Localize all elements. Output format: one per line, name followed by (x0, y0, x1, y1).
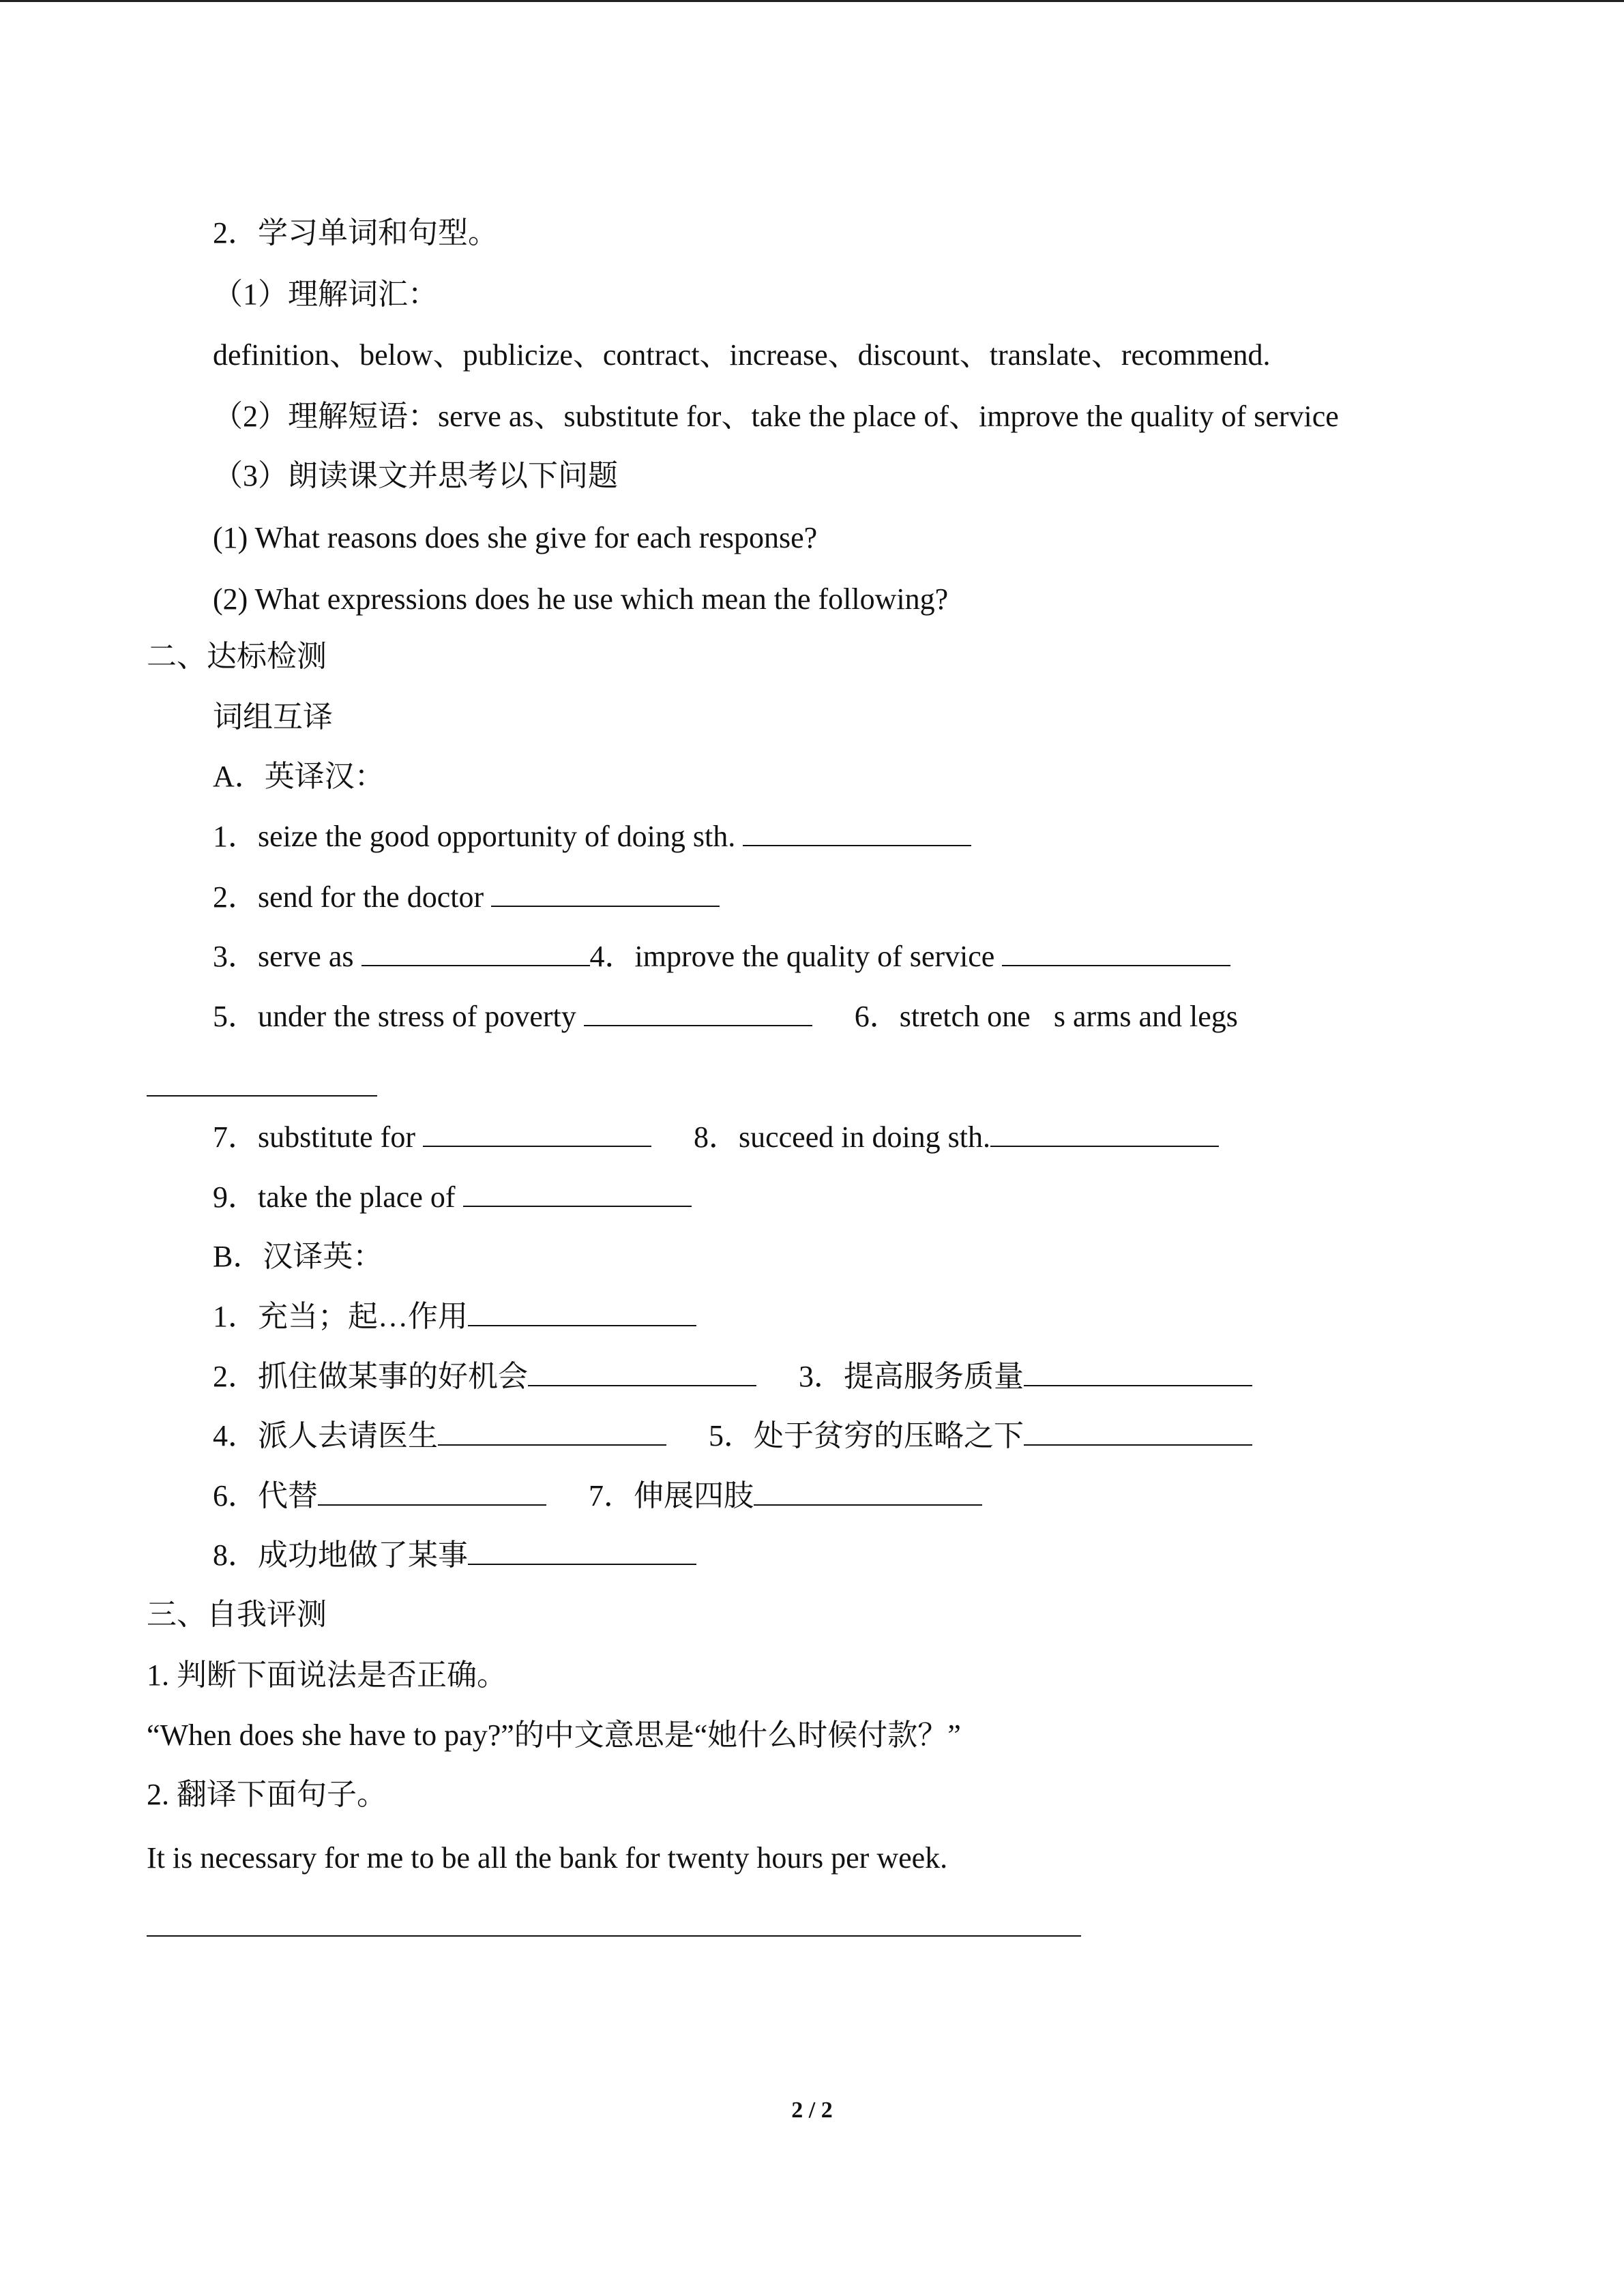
answer-blank[interactable] (438, 1417, 666, 1446)
b-item-6-text: 6．代替 (213, 1479, 318, 1512)
a-item-5-text: 5．under the stress of poverty (213, 1000, 576, 1033)
answer-line[interactable] (147, 1935, 1081, 1937)
a-item-6-text: 6．stretch one s arms and legs (854, 1000, 1238, 1033)
task-2-instruction: 2. 翻译下面句子。 (147, 1778, 387, 1811)
answer-blank[interactable] (491, 878, 720, 907)
a-item-4-text: 4．improve the quality of service (589, 940, 995, 973)
a-item-9-text: 9．take the place of (213, 1180, 456, 1214)
answer-blank[interactable] (463, 1178, 692, 1207)
answer-blank[interactable] (1024, 1417, 1252, 1446)
phrases-line: （2）理解短语：serve as、substitute for、take the place of、improve the quality of service (213, 400, 1339, 433)
b-item-8-text: 8．成功地做了某事 (213, 1538, 468, 1572)
answer-blank[interactable] (990, 1118, 1219, 1147)
a-item-2-text: 2．send for the doctor (213, 880, 484, 914)
a-item-1-text: 1．seize the good opportunity of doing sth. (213, 820, 736, 853)
b-item-6-7 (213, 1477, 982, 1515)
a-item-7-8 (213, 1118, 1219, 1157)
answer-blank[interactable] (318, 1477, 546, 1506)
a-item-2 (213, 878, 720, 916)
a-item-3-4 (213, 938, 1230, 976)
b-item-4-text: 4．派人去请医生 (213, 1419, 438, 1452)
b-item-4-5 (213, 1417, 1252, 1455)
b-item-1 (213, 1298, 696, 1336)
answer-blank[interactable] (584, 998, 812, 1026)
vocab-heading: （1）理解词汇： (213, 278, 438, 311)
question-1: (1) What reasons does she give for each response? (213, 521, 818, 554)
answer-blank[interactable] (1002, 938, 1230, 966)
a-item-7-text: 7．substitute for (213, 1120, 415, 1154)
section3-heading: 三、自我评测 (147, 1598, 327, 1631)
a-item-3-text: 3．serve as (213, 940, 354, 973)
part-b-heading: B．汉译英： (213, 1240, 383, 1273)
answer-blank[interactable] (1024, 1358, 1252, 1386)
answer-blank[interactable] (147, 1095, 377, 1097)
b-item-5-text: 5．处于贫穷的压略之下 (709, 1419, 1024, 1452)
reading-task: （3）朗读课文并思考以下问题 (213, 459, 618, 492)
a-item-5-6 (213, 998, 1238, 1036)
b-item-8 (213, 1536, 696, 1575)
b-item-3-text: 3．提高服务质量 (799, 1360, 1024, 1393)
section2-subheading: 词组互译 (213, 700, 333, 734)
a-item-1 (213, 818, 971, 856)
answer-blank[interactable] (361, 938, 590, 966)
vocab-words: definition、below、publicize、contract、increase、discount、translate、recommend. (213, 338, 1271, 372)
a-item-8-text: 8．succeed in doing sth. (693, 1120, 991, 1154)
part-a-heading: A．英译汉： (213, 760, 385, 793)
answer-blank[interactable] (754, 1477, 982, 1506)
question-2: (2) What expressions does he use which mean the following? (213, 582, 949, 616)
b-item-2-3 (213, 1358, 1252, 1396)
task-1-statement: “When does she have to pay?”的中文意思是“她什么时候付款？” (147, 1718, 961, 1752)
item2-title: 2．学习单词和句型。 (213, 216, 498, 250)
task-2-sentence: It is necessary for me to be all the bank for twenty hours per week. (147, 1841, 948, 1875)
a-item-9 (213, 1178, 692, 1217)
section2-heading: 二、达标检测 (147, 640, 327, 673)
b-item-1-text: 1．充当；起…作用 (213, 1300, 468, 1333)
answer-blank[interactable] (528, 1358, 756, 1386)
b-item-7-text: 7．伸展四肢 (589, 1479, 754, 1512)
page-number: 2 / 2 (791, 2098, 833, 2123)
task-1-instruction: 1. 判断下面说法是否正确。 (147, 1658, 507, 1692)
b-item-2-text: 2．抓住做某事的好机会 (213, 1360, 528, 1393)
answer-blank[interactable] (468, 1298, 696, 1326)
answer-blank[interactable] (468, 1536, 696, 1565)
answer-blank[interactable] (743, 818, 971, 846)
top-border (0, 0, 1624, 2)
answer-blank[interactable] (423, 1118, 651, 1147)
